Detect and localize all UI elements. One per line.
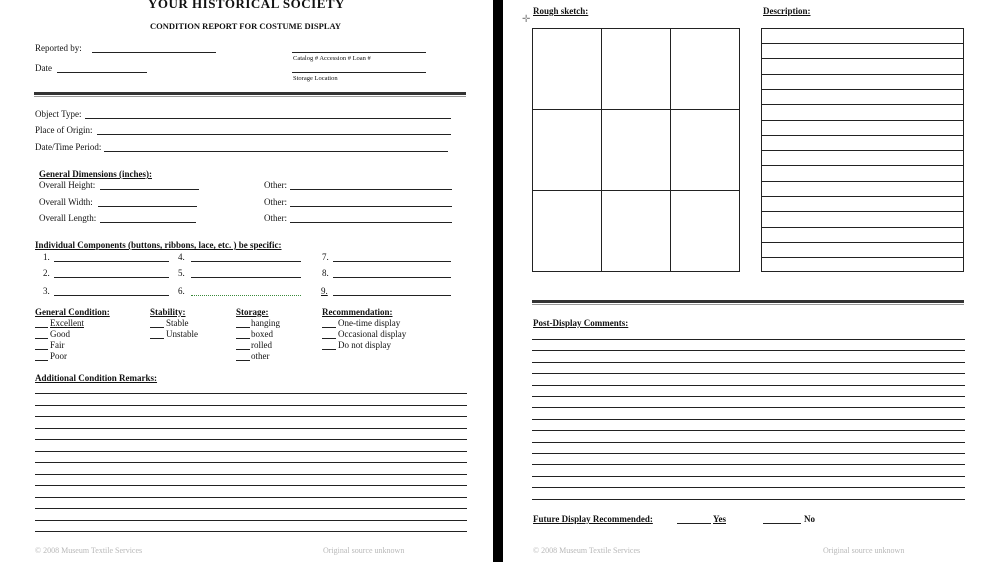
storage-location-label: Storage Location xyxy=(293,75,338,82)
description-line[interactable] xyxy=(762,58,963,59)
move-handle-icon[interactable]: ✛ xyxy=(522,14,531,25)
description-line[interactable] xyxy=(762,74,963,75)
checkbox-line[interactable] xyxy=(322,338,336,339)
writing-line[interactable] xyxy=(35,439,467,440)
description-line[interactable] xyxy=(762,181,963,182)
catalog-label: Catalog # Accession # Loan # xyxy=(293,55,371,62)
component-field[interactable] xyxy=(333,277,451,278)
stability-option: Unstable xyxy=(166,329,198,339)
future-display-heading: Future Display Recommended: xyxy=(533,514,653,524)
other-label-2: Other: xyxy=(264,197,287,207)
component-field[interactable] xyxy=(333,261,451,262)
writing-line[interactable] xyxy=(532,442,965,443)
description-line[interactable] xyxy=(762,104,963,105)
writing-line[interactable] xyxy=(532,499,965,500)
date-label: Date xyxy=(35,63,52,73)
other-field-1[interactable] xyxy=(290,189,452,190)
writing-line[interactable] xyxy=(532,453,965,454)
rough-sketch-heading: Rough sketch: xyxy=(533,6,589,16)
form-page-right xyxy=(503,0,1000,562)
yes-label: Yes xyxy=(713,514,726,524)
writing-line[interactable] xyxy=(532,476,965,477)
description-line[interactable] xyxy=(762,211,963,212)
other-field-2[interactable] xyxy=(290,206,452,207)
recommendation-option: Do not display xyxy=(338,340,391,350)
form-subtitle: CONDITION REPORT FOR COSTUME DISPLAY xyxy=(150,21,341,31)
condition-option: Good xyxy=(50,329,70,339)
individual-components-heading: Individual Components (buttons, ribbons, lace, etc. ) be specific: xyxy=(35,240,282,250)
footer-copyright: © 2008 Museum Textile Services xyxy=(35,546,143,555)
component-number: 7. xyxy=(322,252,329,262)
reported-by-field[interactable] xyxy=(92,52,216,53)
component-number: 6. xyxy=(178,286,185,296)
writing-line[interactable] xyxy=(35,520,467,521)
description-heading: Description: xyxy=(763,6,811,16)
stability-option: Stable xyxy=(166,318,189,328)
section-rule xyxy=(532,300,964,303)
writing-line[interactable] xyxy=(35,393,467,394)
other-label-1: Other: xyxy=(264,180,287,190)
component-number: 3. xyxy=(43,286,50,296)
component-field[interactable] xyxy=(191,261,301,262)
component-field[interactable] xyxy=(333,295,451,296)
footer-copyright: © 2008 Museum Textile Services xyxy=(533,546,641,555)
description-line[interactable] xyxy=(762,43,963,44)
writing-line[interactable] xyxy=(532,373,965,374)
stability-heading: Stability: xyxy=(150,307,186,317)
overall-length-label: Overall Length: xyxy=(39,213,97,223)
writing-line[interactable] xyxy=(35,428,467,429)
form-page-left xyxy=(0,0,493,562)
writing-line[interactable] xyxy=(532,385,965,386)
general-dimensions-heading: General Dimensions (inches): xyxy=(39,169,152,179)
no-field[interactable] xyxy=(763,523,801,524)
component-field[interactable] xyxy=(191,277,301,278)
footer-source: Original source unknown xyxy=(323,546,405,555)
description-line[interactable] xyxy=(762,242,963,243)
overall-width-field[interactable] xyxy=(98,206,197,207)
writing-line[interactable] xyxy=(532,430,965,431)
object-type-field[interactable] xyxy=(85,118,451,119)
object-type-label: Object Type: xyxy=(35,109,82,119)
general-condition-heading: General Condition: xyxy=(35,307,110,317)
yes-field[interactable] xyxy=(677,523,711,524)
storage-location-field[interactable] xyxy=(292,72,426,73)
writing-line[interactable] xyxy=(35,405,467,406)
writing-line[interactable] xyxy=(532,464,965,465)
section-rule-thin xyxy=(34,96,466,97)
overall-height-field[interactable] xyxy=(100,189,199,190)
component-field[interactable] xyxy=(191,295,301,296)
footer-source: Original source unknown xyxy=(823,546,905,555)
place-of-origin-label: Place of Origin: xyxy=(35,125,93,135)
checkbox-line[interactable] xyxy=(236,349,250,350)
writing-line[interactable] xyxy=(532,362,965,363)
checkbox-line[interactable] xyxy=(35,327,48,328)
date-time-period-field[interactable] xyxy=(104,151,448,152)
writing-line[interactable] xyxy=(35,462,467,463)
section-rule-thin xyxy=(532,304,964,305)
component-field[interactable] xyxy=(54,295,169,296)
description-line[interactable] xyxy=(762,257,963,258)
catalog-field[interactable] xyxy=(292,52,426,53)
description-line[interactable] xyxy=(762,150,963,151)
writing-line[interactable] xyxy=(35,485,467,486)
date-field[interactable] xyxy=(57,72,147,73)
checkbox-line[interactable] xyxy=(35,349,48,350)
description-line[interactable] xyxy=(762,120,963,121)
date-time-period-label: Date/Time Period: xyxy=(35,142,102,152)
checkbox-line[interactable] xyxy=(150,338,164,339)
description-line[interactable] xyxy=(762,89,963,90)
writing-line[interactable] xyxy=(35,416,467,417)
component-number: 5. xyxy=(178,268,185,278)
description-box[interactable] xyxy=(761,28,964,272)
checkbox-line[interactable] xyxy=(35,360,48,361)
condition-option: Excellent xyxy=(50,318,84,328)
post-display-heading: Post-Display Comments: xyxy=(533,318,629,328)
writing-line[interactable] xyxy=(532,419,965,420)
storage-option: hanging xyxy=(251,318,280,328)
description-line[interactable] xyxy=(762,196,963,197)
component-field[interactable] xyxy=(54,261,169,262)
storage-heading: Storage: xyxy=(236,307,269,317)
reported-by-label: Reported by: xyxy=(35,43,82,53)
writing-line[interactable] xyxy=(35,531,467,532)
description-line[interactable] xyxy=(762,227,963,228)
checkbox-line[interactable] xyxy=(236,327,250,328)
overall-height-label: Overall Height: xyxy=(39,180,96,190)
component-field[interactable] xyxy=(54,277,169,278)
storage-option: other xyxy=(251,351,270,361)
writing-line[interactable] xyxy=(35,508,467,509)
condition-option: Fair xyxy=(50,340,65,350)
checkbox-line[interactable] xyxy=(35,338,48,339)
recommendation-heading: Recommendation: xyxy=(322,307,393,317)
no-label: No xyxy=(804,514,815,524)
sketch-grid[interactable] xyxy=(532,28,740,272)
section-rule xyxy=(34,92,466,95)
checkbox-line[interactable] xyxy=(236,338,250,339)
writing-line[interactable] xyxy=(532,487,965,488)
society-title: YOUR HISTORICAL SOCIETY xyxy=(148,0,345,11)
writing-line[interactable] xyxy=(35,497,467,498)
writing-line[interactable] xyxy=(35,451,467,452)
recommendation-option: Occasional display xyxy=(338,329,407,339)
other-label-3: Other: xyxy=(264,213,287,223)
checkbox-line[interactable] xyxy=(322,327,336,328)
storage-option: rolled xyxy=(251,340,272,350)
overall-width-label: Overall Width: xyxy=(39,197,93,207)
writing-line[interactable] xyxy=(532,350,965,351)
storage-option: boxed xyxy=(251,329,273,339)
condition-option: Poor xyxy=(50,351,68,361)
checkbox-line[interactable] xyxy=(150,327,164,328)
component-number: 9. xyxy=(321,286,328,296)
writing-line[interactable] xyxy=(532,407,965,408)
overall-length-field[interactable] xyxy=(100,222,196,223)
description-line[interactable] xyxy=(762,165,963,166)
description-line[interactable] xyxy=(762,135,963,136)
recommendation-option: One-time display xyxy=(338,318,401,328)
component-number: 8. xyxy=(322,268,329,278)
writing-line[interactable] xyxy=(532,396,965,397)
place-of-origin-field[interactable] xyxy=(97,134,451,135)
other-field-3[interactable] xyxy=(290,222,452,223)
component-number: 1. xyxy=(43,252,50,262)
component-number: 2. xyxy=(43,268,50,278)
checkbox-line[interactable] xyxy=(322,349,336,350)
additional-remarks-heading: Additional Condition Remarks: xyxy=(35,373,158,383)
checkbox-line[interactable] xyxy=(236,360,250,361)
component-number: 4. xyxy=(178,252,185,262)
writing-line[interactable] xyxy=(35,474,467,475)
writing-line[interactable] xyxy=(532,339,965,340)
